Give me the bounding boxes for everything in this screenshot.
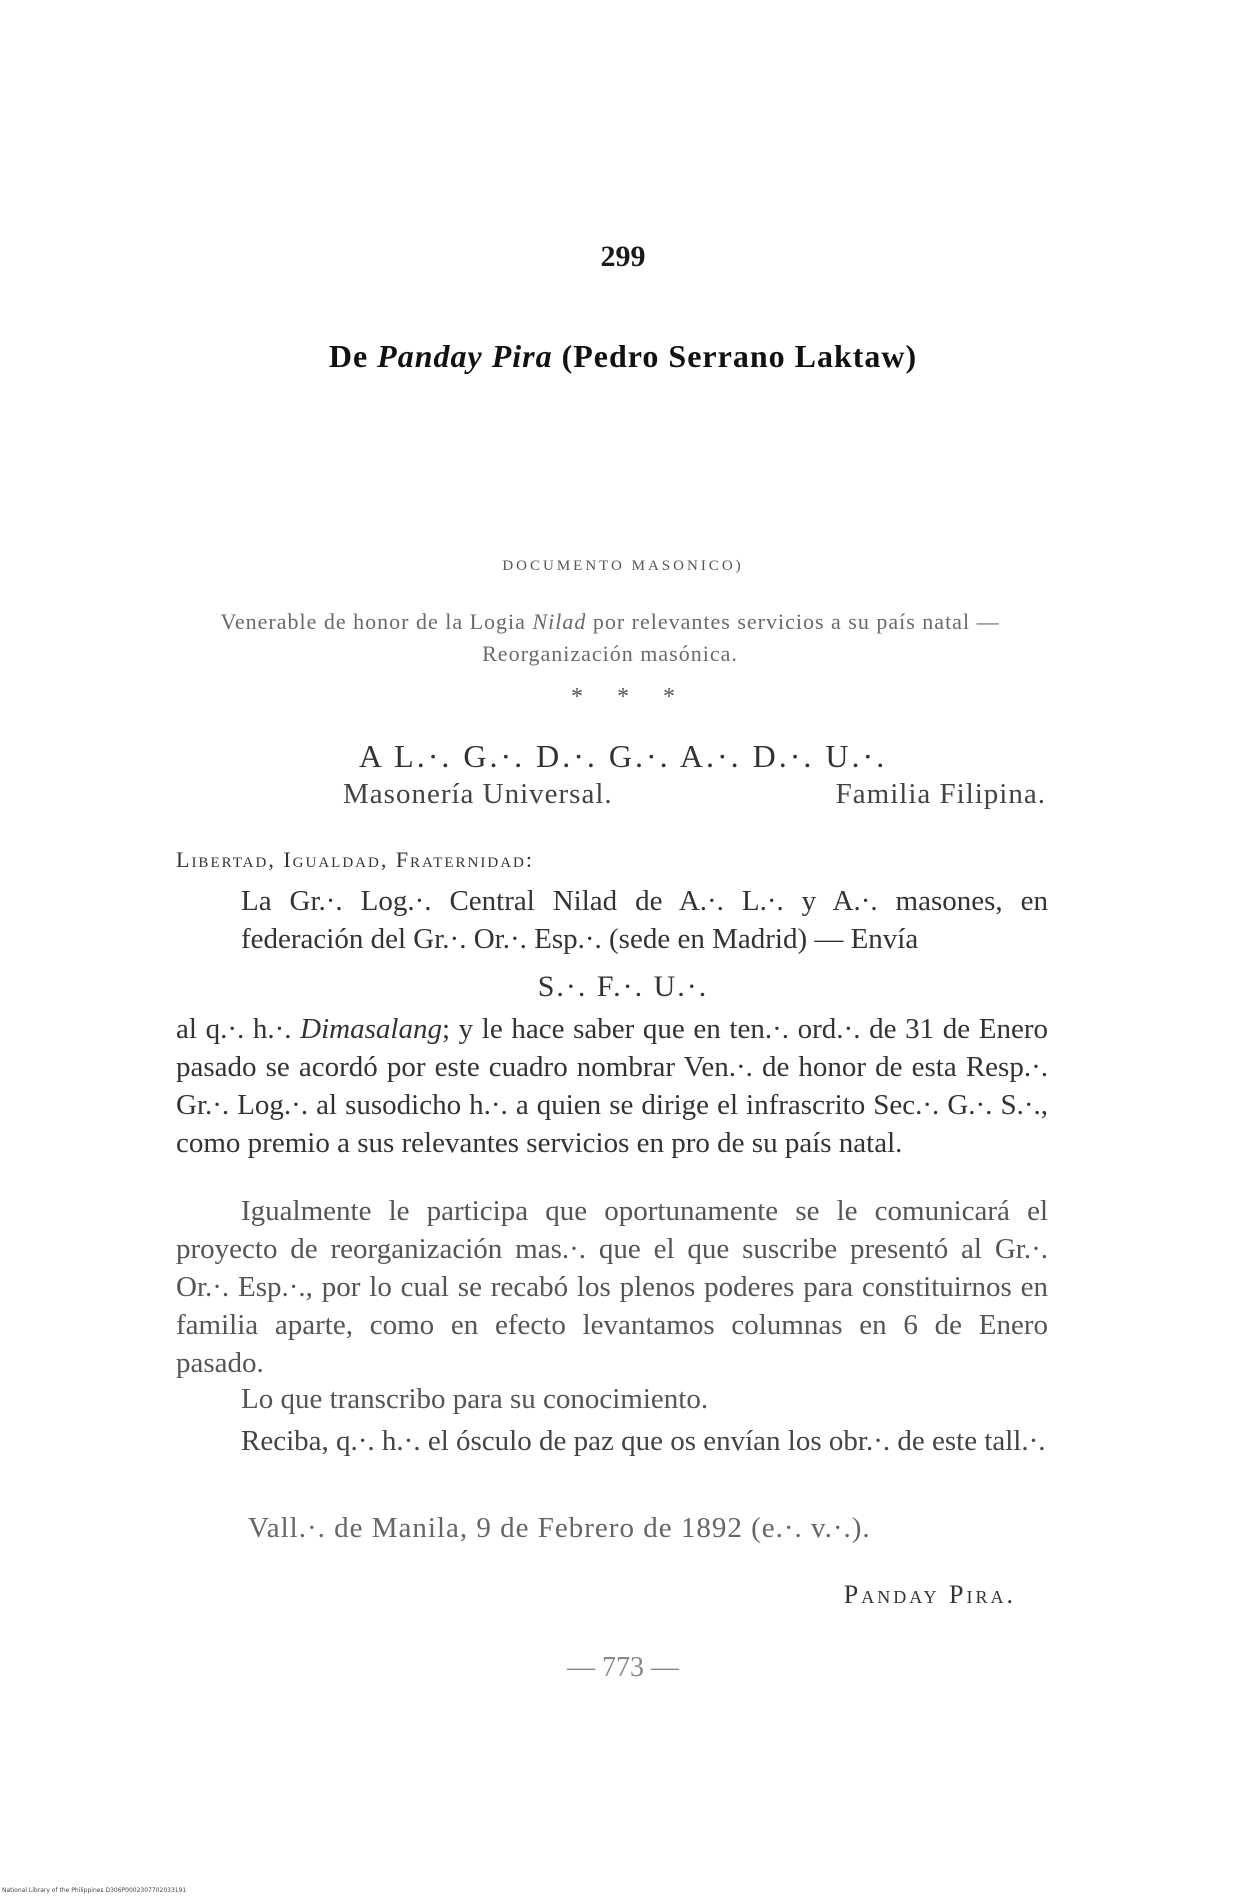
paragraph-3: Igualmente le participa que oportunamente se le comunicará el proyecto de reorganización mas.·. que el que suscribe presentó al Gr.·. Or.·. Esp.·., por lo cual se recabó los plenos poderes para constituirnos en familia aparte, como en efecto levantamos columnas en 6 de Enero pasado. <box>176 1195 1048 1379</box>
page-number: 299 <box>600 240 646 273</box>
paragraph-2 <box>176 1010 1048 1162</box>
separator-stars: * * * <box>571 684 675 710</box>
title-prefix: De <box>328 338 369 374</box>
paragraph-4: Lo que transcribo para su conocimiento. <box>241 1383 709 1415</box>
subtitle-after: por relevantes servicios a su país natal — Reorganización masónica. <box>482 609 1000 666</box>
salutation: S.·. F.·. U.·. <box>537 970 709 1003</box>
paragraph-1 <box>176 882 1048 958</box>
paragraph-1-text: La Gr.·. Log.·. Central Nilad de A.·. L.·. y A.·. masones, en federación del Gr.·. Or.·. Esp.·. (sede en Madrid) — Envía <box>241 885 1048 955</box>
invocation: A L.·. G.·. D.·. G.·. A.·. D.·. U.·. <box>358 738 888 774</box>
heading-right: Familia Filipina. <box>835 778 1046 810</box>
motto: Libertad, Igualdad, Fraternidad: <box>176 847 534 872</box>
document-label: DOCUMENTO MASONICO) <box>502 558 744 574</box>
paragraph-5: Reciba, q.·. h.·. el ósculo de paz que os envían los obr.·. de este tall.·. <box>241 1425 1046 1457</box>
page-title <box>0 338 1246 375</box>
scan-credit: National Library of the Philippines D306P0002307702033191 <box>2 1887 187 1894</box>
paragraph-2-after: ; y le hace saber que en ten.·. ord.·. de 31 de Enero pasado se acordó por este cuadro nombrar Ven.·. de honor de esta Resp.·. Gr.·. Log.·. al susodicho h.·. a quien se dirige el infrascrito Sec.·. G.·. S.·., como premio a sus relevantes servicios en pro de su país natal. <box>176 1013 1048 1159</box>
paragraph-2-italic: Dimasalang <box>300 1013 442 1045</box>
title-suffix: (Pedro Serrano Laktaw) <box>561 338 918 374</box>
paragraph-2-before: al q.·. h.·. <box>176 1013 301 1045</box>
signature: Panday Pira. <box>843 1580 1016 1609</box>
subtitle <box>200 606 1020 670</box>
title-italic-name: Panday Pira <box>377 338 553 374</box>
subtitle-before: Venerable de honor de la Logia <box>220 609 533 634</box>
subtitle-italic: Nilad <box>532 609 587 634</box>
folio: — 773 — <box>567 1652 679 1683</box>
heading-left: Masonería Universal. <box>343 778 613 810</box>
dateline: Vall.·. de Manila, 9 de Febrero de 1892 (e.·. v.·.). <box>248 1512 871 1544</box>
